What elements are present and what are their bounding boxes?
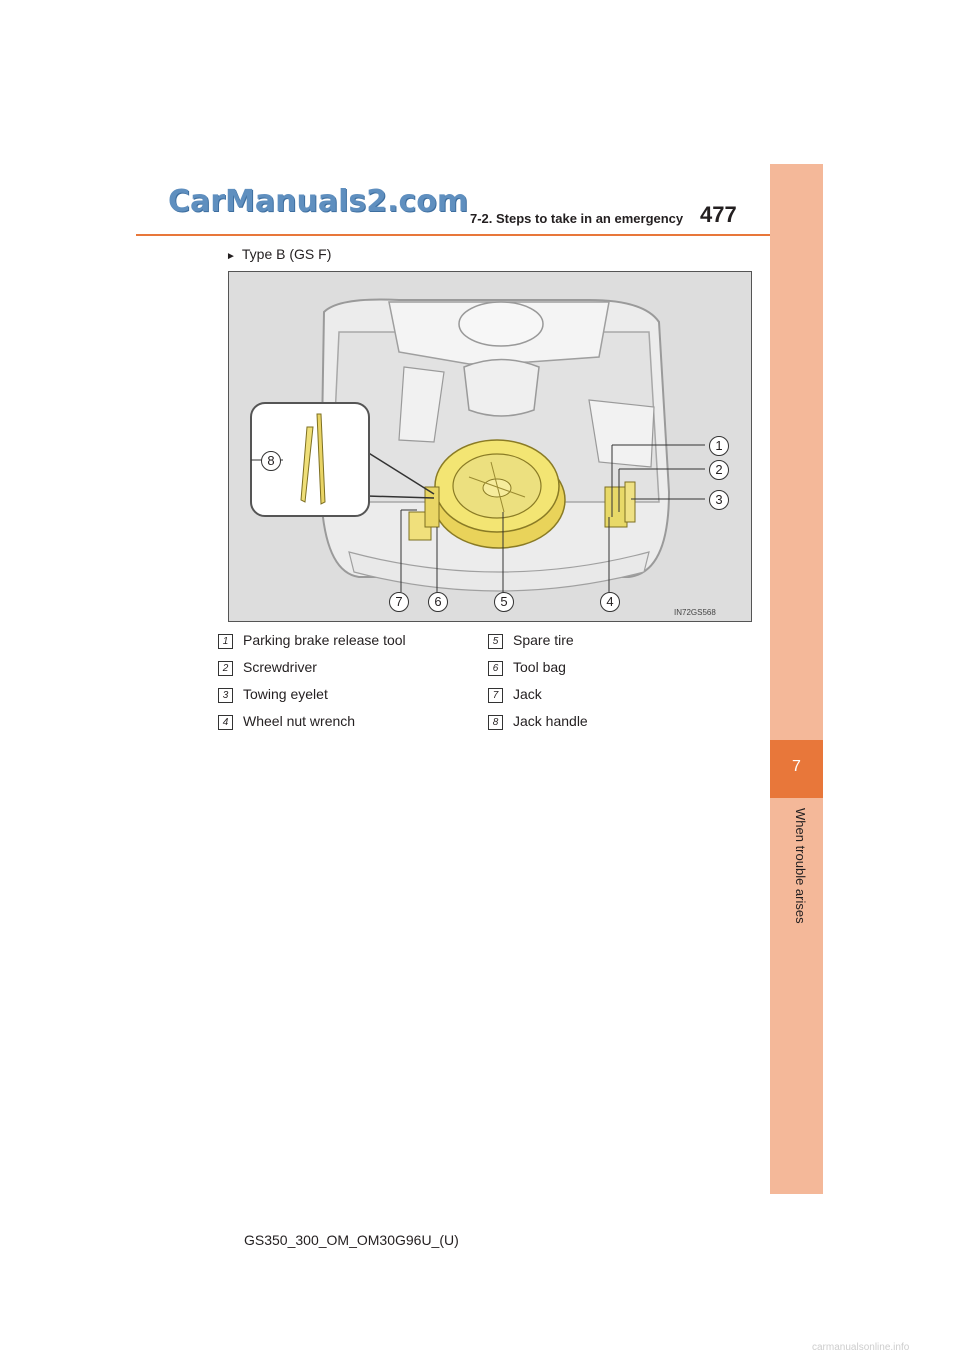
page-number: 477 — [700, 202, 737, 227]
trunk-illustration-svg — [229, 272, 751, 621]
callout-1: 1 — [709, 436, 729, 456]
legend-number: 3 — [218, 688, 233, 703]
callout-4: 4 — [600, 592, 620, 612]
chapter-title: When trouble arises — [793, 808, 808, 924]
callout-8: 8 — [261, 451, 281, 471]
watermark-logo: CarManuals2.com — [168, 184, 469, 219]
legend-number: 2 — [218, 661, 233, 676]
triangle-bullet-icon: ► — [226, 251, 236, 262]
callout-3: 3 — [709, 490, 729, 510]
legend-label: Jack — [513, 686, 542, 702]
legend-label: Wheel nut wrench — [243, 713, 356, 729]
chapter-number: 7 — [792, 758, 801, 775]
site-watermark: carmanualsonline.info — [812, 1342, 910, 1353]
legend-item — [218, 686, 328, 703]
trunk-illustration — [228, 271, 752, 622]
legend-label: Jack handle — [513, 713, 588, 729]
legend-label: Parking brake release tool — [243, 632, 406, 648]
figure-code: IN72GS568 — [674, 608, 716, 617]
subheading — [226, 246, 331, 262]
legend-number: 4 — [218, 715, 233, 730]
callout-7: 7 — [389, 592, 409, 612]
callout-2: 2 — [709, 460, 729, 480]
legend-item — [218, 713, 355, 730]
legend-item — [488, 632, 574, 649]
legend-label: Towing eyelet — [243, 686, 328, 702]
legend-item — [218, 632, 406, 649]
legend-label: Spare tire — [513, 632, 574, 648]
legend-item — [488, 659, 566, 676]
legend-number: 8 — [488, 715, 503, 730]
legend-item — [218, 659, 317, 676]
callout-6: 6 — [428, 592, 448, 612]
legend-number: 1 — [218, 634, 233, 649]
legend-item — [488, 713, 588, 730]
subheading-text: Type B (GS F) — [241, 246, 332, 262]
legend-number: 7 — [488, 688, 503, 703]
chapter-side-tab — [770, 164, 823, 1194]
legend-number: 6 — [488, 661, 503, 676]
legend-label: Tool bag — [513, 659, 566, 675]
legend-label: Screwdriver — [243, 659, 317, 675]
callout-5: 5 — [494, 592, 514, 612]
legend-number: 5 — [488, 634, 503, 649]
header-divider — [136, 234, 823, 236]
section-title: 7-2. Steps to take in an emergency — [470, 211, 684, 226]
legend-item — [488, 686, 542, 703]
manual-code-footer: GS350_300_OM_OM30G96U_(U) — [244, 1232, 459, 1248]
